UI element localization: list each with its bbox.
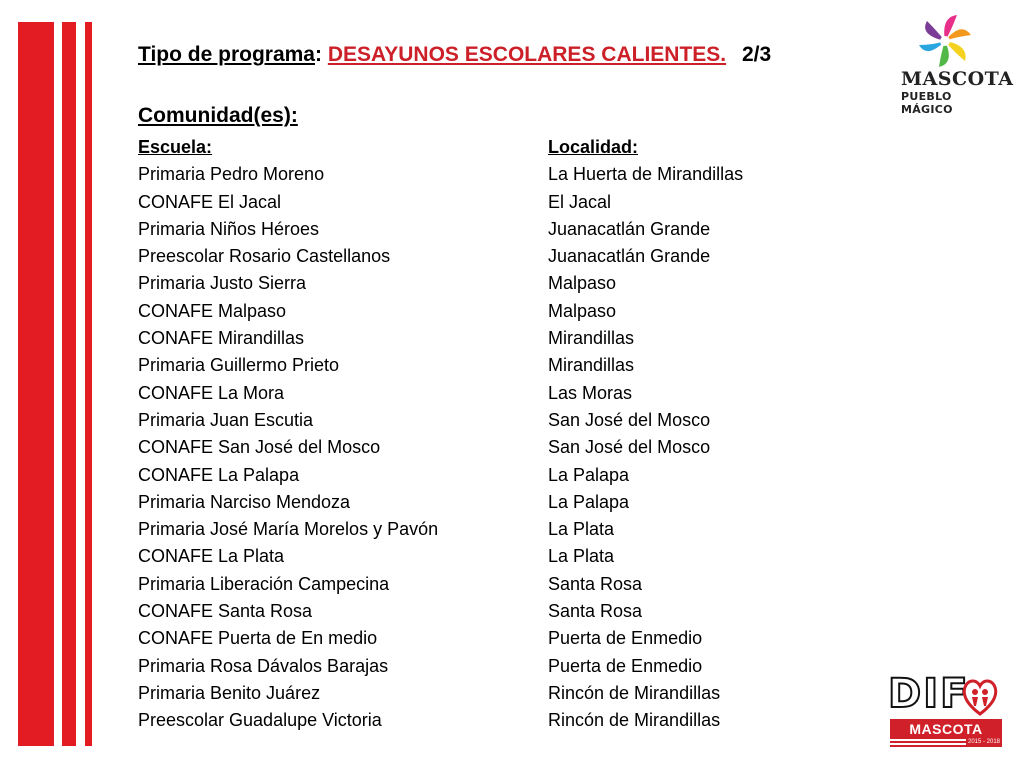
- school-name-cell: CONAFE La Palapa: [138, 464, 300, 485]
- title-separator: :: [314, 43, 322, 66]
- school-name-cell: Preescolar Guadalupe Victoria: [138, 710, 382, 731]
- mascota-logo-text: MASCOTA: [901, 68, 1014, 90]
- locality-cell: La Palapa: [548, 464, 630, 485]
- locality-cell: La Plata: [548, 519, 615, 540]
- locality-cell: Mirandillas: [548, 355, 635, 376]
- table-row: [138, 653, 898, 680]
- pueblo-magico-logo-text: PUEBLO MÁGICO: [901, 90, 953, 116]
- school-name-cell: CONAFE Malpaso: [138, 300, 287, 321]
- family-heart-icon: [960, 676, 1000, 718]
- school-name-cell: CONAFE El Jacal: [138, 191, 282, 212]
- locality-cell: Puerta de Enmedio: [548, 628, 703, 649]
- locality-cell: Santa Rosa: [548, 601, 643, 622]
- locality-cell: Malpaso: [548, 300, 617, 321]
- table-row: [138, 625, 898, 652]
- locality-cell: San José del Mosco: [548, 437, 711, 458]
- school-name-cell: CONAFE La Plata: [138, 546, 285, 567]
- program-name: DESAYUNOS ESCOLARES CALIENTES.: [327, 43, 727, 66]
- locality-column-header: Localidad:: [548, 137, 639, 157]
- school-name-cell: Primaria Rosa Dávalos Barajas: [138, 655, 389, 676]
- decorative-red-bar-medium: [62, 22, 76, 746]
- table-row: [138, 707, 898, 734]
- table-row: [138, 434, 898, 461]
- slide-content: [138, 40, 898, 735]
- school-column-header: Escuela:: [138, 137, 213, 157]
- mascota-pueblo-magico-logo: [895, 12, 1014, 116]
- dif-stripe-2: [890, 745, 966, 747]
- community-heading: Comunidad(es):: [138, 104, 298, 127]
- table-row: [138, 380, 898, 407]
- dif-stripe-1: [890, 741, 966, 743]
- locality-cell: Juanacatlán Grande: [548, 246, 711, 267]
- locality-cell: Puerta de Enmedio: [548, 655, 703, 676]
- school-name-cell: Primaria Pedro Moreno: [138, 164, 325, 185]
- locality-cell: Rincón de Mirandillas: [548, 682, 721, 703]
- school-name-cell: CONAFE Mirandillas: [138, 328, 305, 349]
- school-name-cell: CONAFE San José del Mosco: [138, 437, 381, 458]
- slide-title: [138, 40, 898, 70]
- table-row: [138, 489, 898, 516]
- locality-cell: Las Moras: [548, 382, 633, 403]
- table-row: [138, 189, 898, 216]
- school-name-cell: Primaria José María Morelos y Pavón: [138, 519, 439, 540]
- pinwheel-icon: [917, 12, 973, 70]
- school-name-cell: Preescolar Rosario Castellanos: [138, 246, 391, 267]
- table-row: [138, 298, 898, 325]
- locality-cell: La Huerta de Mirandillas: [548, 164, 744, 185]
- table-row: [138, 407, 898, 434]
- school-name-cell: Primaria Narciso Mendoza: [138, 491, 351, 512]
- locality-cell: El Jacal: [548, 191, 612, 212]
- dif-mascota-band: MASCOTA: [890, 719, 1002, 739]
- school-name-cell: CONAFE Puerta de En medio: [138, 628, 378, 649]
- decorative-red-bar-wide: [18, 22, 54, 746]
- table-row: [138, 516, 898, 543]
- school-name-cell: Primaria Guillermo Prieto: [138, 355, 340, 376]
- locality-cell: Mirandillas: [548, 328, 635, 349]
- dif-logo-text: DIF: [888, 671, 970, 717]
- table-row: [138, 543, 898, 570]
- school-name-cell: CONAFE Santa Rosa: [138, 601, 313, 622]
- table-row: [138, 216, 898, 243]
- locality-cell: San José del Mosco: [548, 409, 711, 430]
- table-row: [138, 270, 898, 297]
- table-row: [138, 243, 898, 270]
- decorative-red-bar-thin: [85, 22, 92, 746]
- table-row: [138, 571, 898, 598]
- school-name-cell: Primaria Justo Sierra: [138, 273, 307, 294]
- table-row: [138, 462, 898, 489]
- school-name-cell: CONAFE La Mora: [138, 382, 285, 403]
- school-table: [138, 134, 898, 735]
- locality-cell: Rincón de Mirandillas: [548, 710, 721, 731]
- dif-mascota-logo: [888, 672, 1008, 752]
- locality-cell: La Palapa: [548, 491, 630, 512]
- table-row: [138, 325, 898, 352]
- table-row: [138, 161, 898, 188]
- locality-cell: Santa Rosa: [548, 573, 643, 594]
- page-indicator: 2/3: [741, 43, 772, 66]
- locality-cell: Juanacatlán Grande: [548, 218, 711, 239]
- school-name-cell: Primaria Benito Juárez: [138, 682, 321, 703]
- dif-years-label: 2015 - 2018: [967, 739, 1001, 745]
- table-row: [138, 598, 898, 625]
- program-label: Tipo de programa: [138, 43, 315, 66]
- table-header-row: [138, 134, 898, 161]
- table-row: [138, 352, 898, 379]
- school-name-cell: Primaria Liberación Campecina: [138, 573, 390, 594]
- locality-cell: Malpaso: [548, 273, 617, 294]
- school-name-cell: Primaria Juan Escutia: [138, 409, 314, 430]
- school-name-cell: Primaria Niños Héroes: [138, 218, 320, 239]
- locality-cell: La Plata: [548, 546, 615, 567]
- table-row: [138, 680, 898, 707]
